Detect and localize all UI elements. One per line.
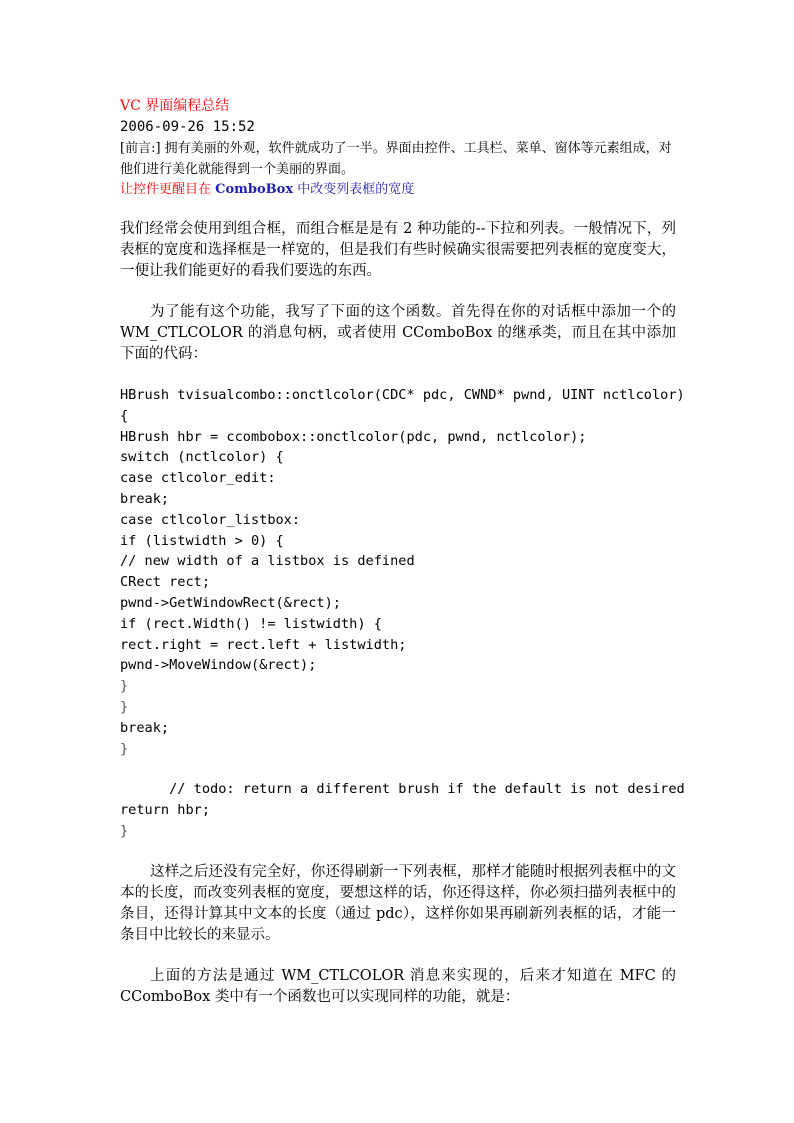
subtitle-tail: 中改变列表框的宽度 <box>293 182 415 197</box>
paragraph-mfc: 上面的方法是通过 WM_CTLCOLOR 消息来实现的，后来才知道在 MFC 的 CComboBox 类中有一个函数也可以实现同样的功能，就是： <box>120 968 676 1006</box>
article-subtitle <box>120 180 676 200</box>
preface-text: [前言:] 拥有美丽的外观，软件就成功了一半。界面由控件、工具栏、菜单、窗体等元素组成，对他们进行美化就能得到一个美丽的界面。 <box>120 141 672 177</box>
code-line: { <box>120 407 129 424</box>
code-line: case ctlcolor_edit: <box>120 470 276 487</box>
paragraph-function: 为了能有这个功能，我写了下面的这个函数。首先得在你的对话框中添加一个的 WM_CTLCOLOR 的消息句柄，或者使用 CComboBox 的继承类，而且在其中添加下面的代码： <box>120 304 676 362</box>
code-line: if (listwidth > 0) { <box>120 532 284 549</box>
code-line: HBrush tvisualcombo::onctlcolor(CDC* pdc, CWND* pwnd, UINT nctlcolor) <box>120 387 685 403</box>
closing-brace: } <box>120 823 129 840</box>
code-line: CRect rect; <box>120 574 211 591</box>
return-statement: return hbr; <box>120 802 211 819</box>
code-line: // new width of a listbox is defined <box>120 553 415 570</box>
document-date: 2006-09-26 15:52 <box>120 119 255 135</box>
subtitle-lead: 让控件更醒目在 <box>120 182 216 197</box>
code-block <box>120 385 685 759</box>
paragraph-intro: 我们经常会使用到组合框，而组合框是是有 2 种功能的--下拉和列表。一般情况下，列表框的宽度和选择框是一样宽的，但是我们有些时候确实很需要把列表框的宽度变大，一便让我们能更好的看我们要选的东西。 <box>120 221 676 279</box>
document-page <box>120 96 685 1008</box>
code-line: } <box>120 698 129 715</box>
code-line: HBrush hbr = ccombobox::onctlcolor(pdc, pwnd, nctlcolor); <box>120 428 587 445</box>
code-line: } <box>120 740 129 757</box>
code-line: case ctlcolor_listbox: <box>120 511 301 528</box>
document-title: VC 界面编程总结 <box>120 98 230 114</box>
code-line: } <box>120 678 129 695</box>
subtitle-brand: ComboBox <box>215 182 294 197</box>
code-tail <box>120 779 685 842</box>
code-line: pwnd->GetWindowRect(&rect); <box>120 594 341 611</box>
code-line: switch (nctlcolor) { <box>120 449 284 466</box>
code-line: rect.right = rect.left + listwidth; <box>120 636 407 653</box>
code-line: if (rect.Width() != listwidth) { <box>120 615 382 632</box>
paragraph-refresh: 这样之后还没有完全好，你还得刷新一下列表框，那样才能随时根据列表框中的文本的长度，而改变列表框的宽度，要想这样的话，你还得这样，你必须扫描列表框中的条目，还得计算其中文本的长度（通过 pdc），这样你如果再刷新列表框的话，才能一条目中比较长的来显示。 <box>120 864 676 944</box>
todo-comment: // todo: return a different brush if the default is not desired <box>120 781 685 798</box>
code-line: break; <box>120 490 170 507</box>
code-line: pwnd->MoveWindow(&rect); <box>120 657 317 674</box>
code-line: break; <box>120 719 170 736</box>
